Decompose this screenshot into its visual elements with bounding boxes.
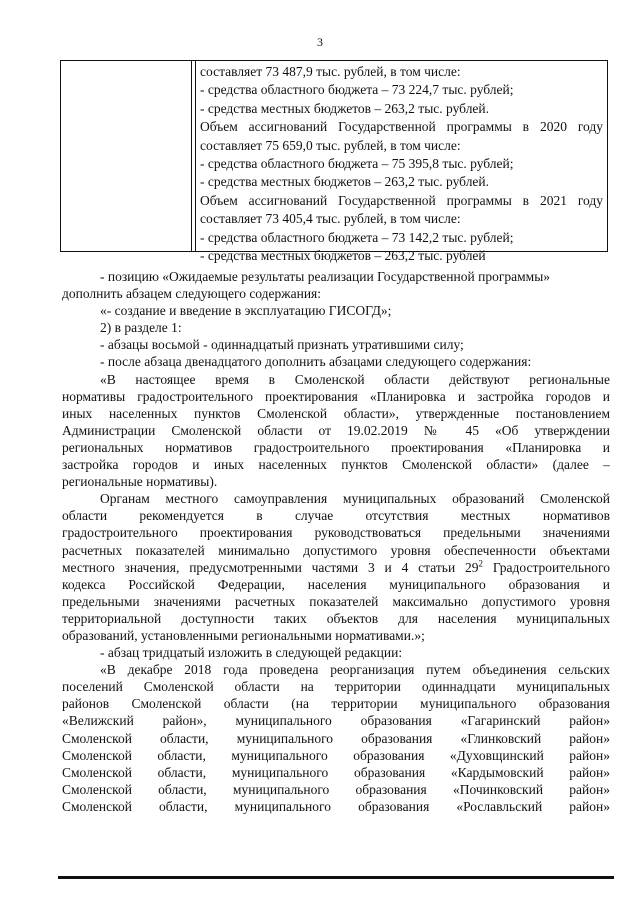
paragraph-line: Смоленской области, муниципального образования «Рославльский район» bbox=[62, 798, 610, 814]
paragraph-line: Органам местного самоуправления муниципальных образований Смоленской bbox=[100, 491, 610, 507]
paragraph-line: застройка городов и иных населенных пунктов Смоленской области» (далее – bbox=[62, 457, 610, 473]
paragraph-line: - позицию «Ожидаемые результаты реализации Государственной программы» bbox=[100, 269, 551, 284]
paragraph-line: расчетных показателей минимально допустимого уровня обеспеченности объектами bbox=[62, 542, 610, 558]
paragraph-line: - абзац тридцатый изложить в следующей редакции: bbox=[100, 645, 403, 661]
body-text bbox=[62, 268, 610, 815]
paragraph-line: Смоленской области, муниципального образования «Духовщинский район» bbox=[62, 747, 610, 763]
paragraph-line: образований, установленными региональными нормативами.»; bbox=[62, 627, 425, 643]
paragraph-line: - абзацы восьмой - одиннадцатый признать утратившими силу; bbox=[100, 337, 464, 353]
paragraph-line: нормативы градостроительного проектирования «Планировка и застройка городов и bbox=[62, 388, 610, 404]
table-right-cell bbox=[195, 61, 607, 264]
paragraph-line: иных населенных пунктов Смоленской области», утвержденные постановлением bbox=[62, 405, 610, 421]
table-left-cell bbox=[61, 61, 192, 251]
paragraph-line: региональные нормативы). bbox=[62, 474, 218, 490]
paragraph-line: Смоленской области, муниципального образования «Глинковский район» bbox=[62, 730, 610, 746]
paragraph-line: районов Смоленской области (на территории муниципального образования bbox=[62, 696, 610, 712]
paragraph-line: территориальной доступности таких объектов для населения муниципальных bbox=[62, 610, 610, 626]
article-ref-tail: Градостроительного bbox=[483, 559, 610, 575]
table-line: - средства местных бюджетов – 263,2 тыс. рублей. bbox=[200, 174, 490, 190]
paragraph-line: градостроительного проектирования руководствоваться предельными значениями bbox=[62, 525, 610, 541]
paragraph-line: - после абзаца двенадцатого дополнить абзацами следующего содержания: bbox=[100, 354, 532, 370]
paragraph-line bbox=[62, 559, 610, 576]
article-ref-text: местного значения, предусмотренными частями 3 и 4 статьи 29 bbox=[62, 559, 479, 575]
page-number: 3 bbox=[317, 35, 323, 49]
table-line: составляет 73 405,4 тыс. рублей, в том числе: bbox=[200, 211, 461, 227]
paragraph-line: Смоленской области, муниципального образования «Починковский район» bbox=[62, 781, 610, 797]
table-line: составляет 75 659,0 тыс. рублей, в том числе: bbox=[200, 137, 461, 153]
paragraph-line: дополнить абзацем следующего содержания: bbox=[62, 286, 322, 302]
paragraph-line: предельными значениями расчетных показателей максимально допустимого уровня bbox=[62, 593, 610, 609]
superscript: 2 bbox=[478, 558, 484, 569]
table-line: - средства областного бюджета – 73 142,2 тыс. рублей; bbox=[200, 229, 514, 245]
table-line: составляет 73 487,9 тыс. рублей, в том числе: bbox=[200, 64, 461, 79]
paragraph-line: 2) в разделе 1: bbox=[100, 320, 182, 336]
table-line: - средства местных бюджетов – 263,2 тыс. рублей bbox=[200, 248, 486, 264]
table-line: - средства местных бюджетов – 263,2 тыс. рублей. bbox=[200, 100, 490, 116]
paragraph-line: региональных нормативов градостроительного проектирования «Планировка и bbox=[62, 439, 610, 455]
paragraph-line: Смоленской области, муниципального образования «Кардымовский район» bbox=[62, 764, 610, 780]
paragraph-line: кодекса Российской Федерации, населения муниципального образования и bbox=[62, 576, 610, 592]
paragraph-line: поселений Смоленской области на территории одиннадцати муниципальных bbox=[62, 679, 610, 695]
bottom-rule bbox=[58, 876, 614, 879]
table-line: Объем ассигнований Государственной программы в 2021 году bbox=[200, 192, 603, 208]
paragraph-line: «- создание и введение в эксплуатацию ГИСОГД»; bbox=[100, 303, 392, 319]
paragraph-line: «В декабре 2018 года проведена реорганизация путем объединения сельских bbox=[100, 662, 610, 678]
table-line: - средства областного бюджета – 75 395,8 тыс. рублей; bbox=[200, 156, 514, 172]
paragraph-line: «Велижский район», муниципального образования «Гагаринский район» bbox=[62, 713, 610, 729]
table-line: - средства областного бюджета – 73 224,7 тыс. рублей; bbox=[200, 82, 514, 98]
table-line: Объем ассигнований Государственной программы в 2020 году bbox=[200, 119, 603, 135]
budget-table bbox=[60, 60, 608, 264]
paragraph-line: области рекомендуется в случае отсутствия местных нормативов bbox=[62, 508, 610, 524]
paragraph-line: «В настоящее время в Смоленской области действуют региональные bbox=[100, 371, 610, 387]
paragraph-line: Администрации Смоленской области от 19.02.2019 № 45 «Об утверждении bbox=[62, 422, 610, 438]
